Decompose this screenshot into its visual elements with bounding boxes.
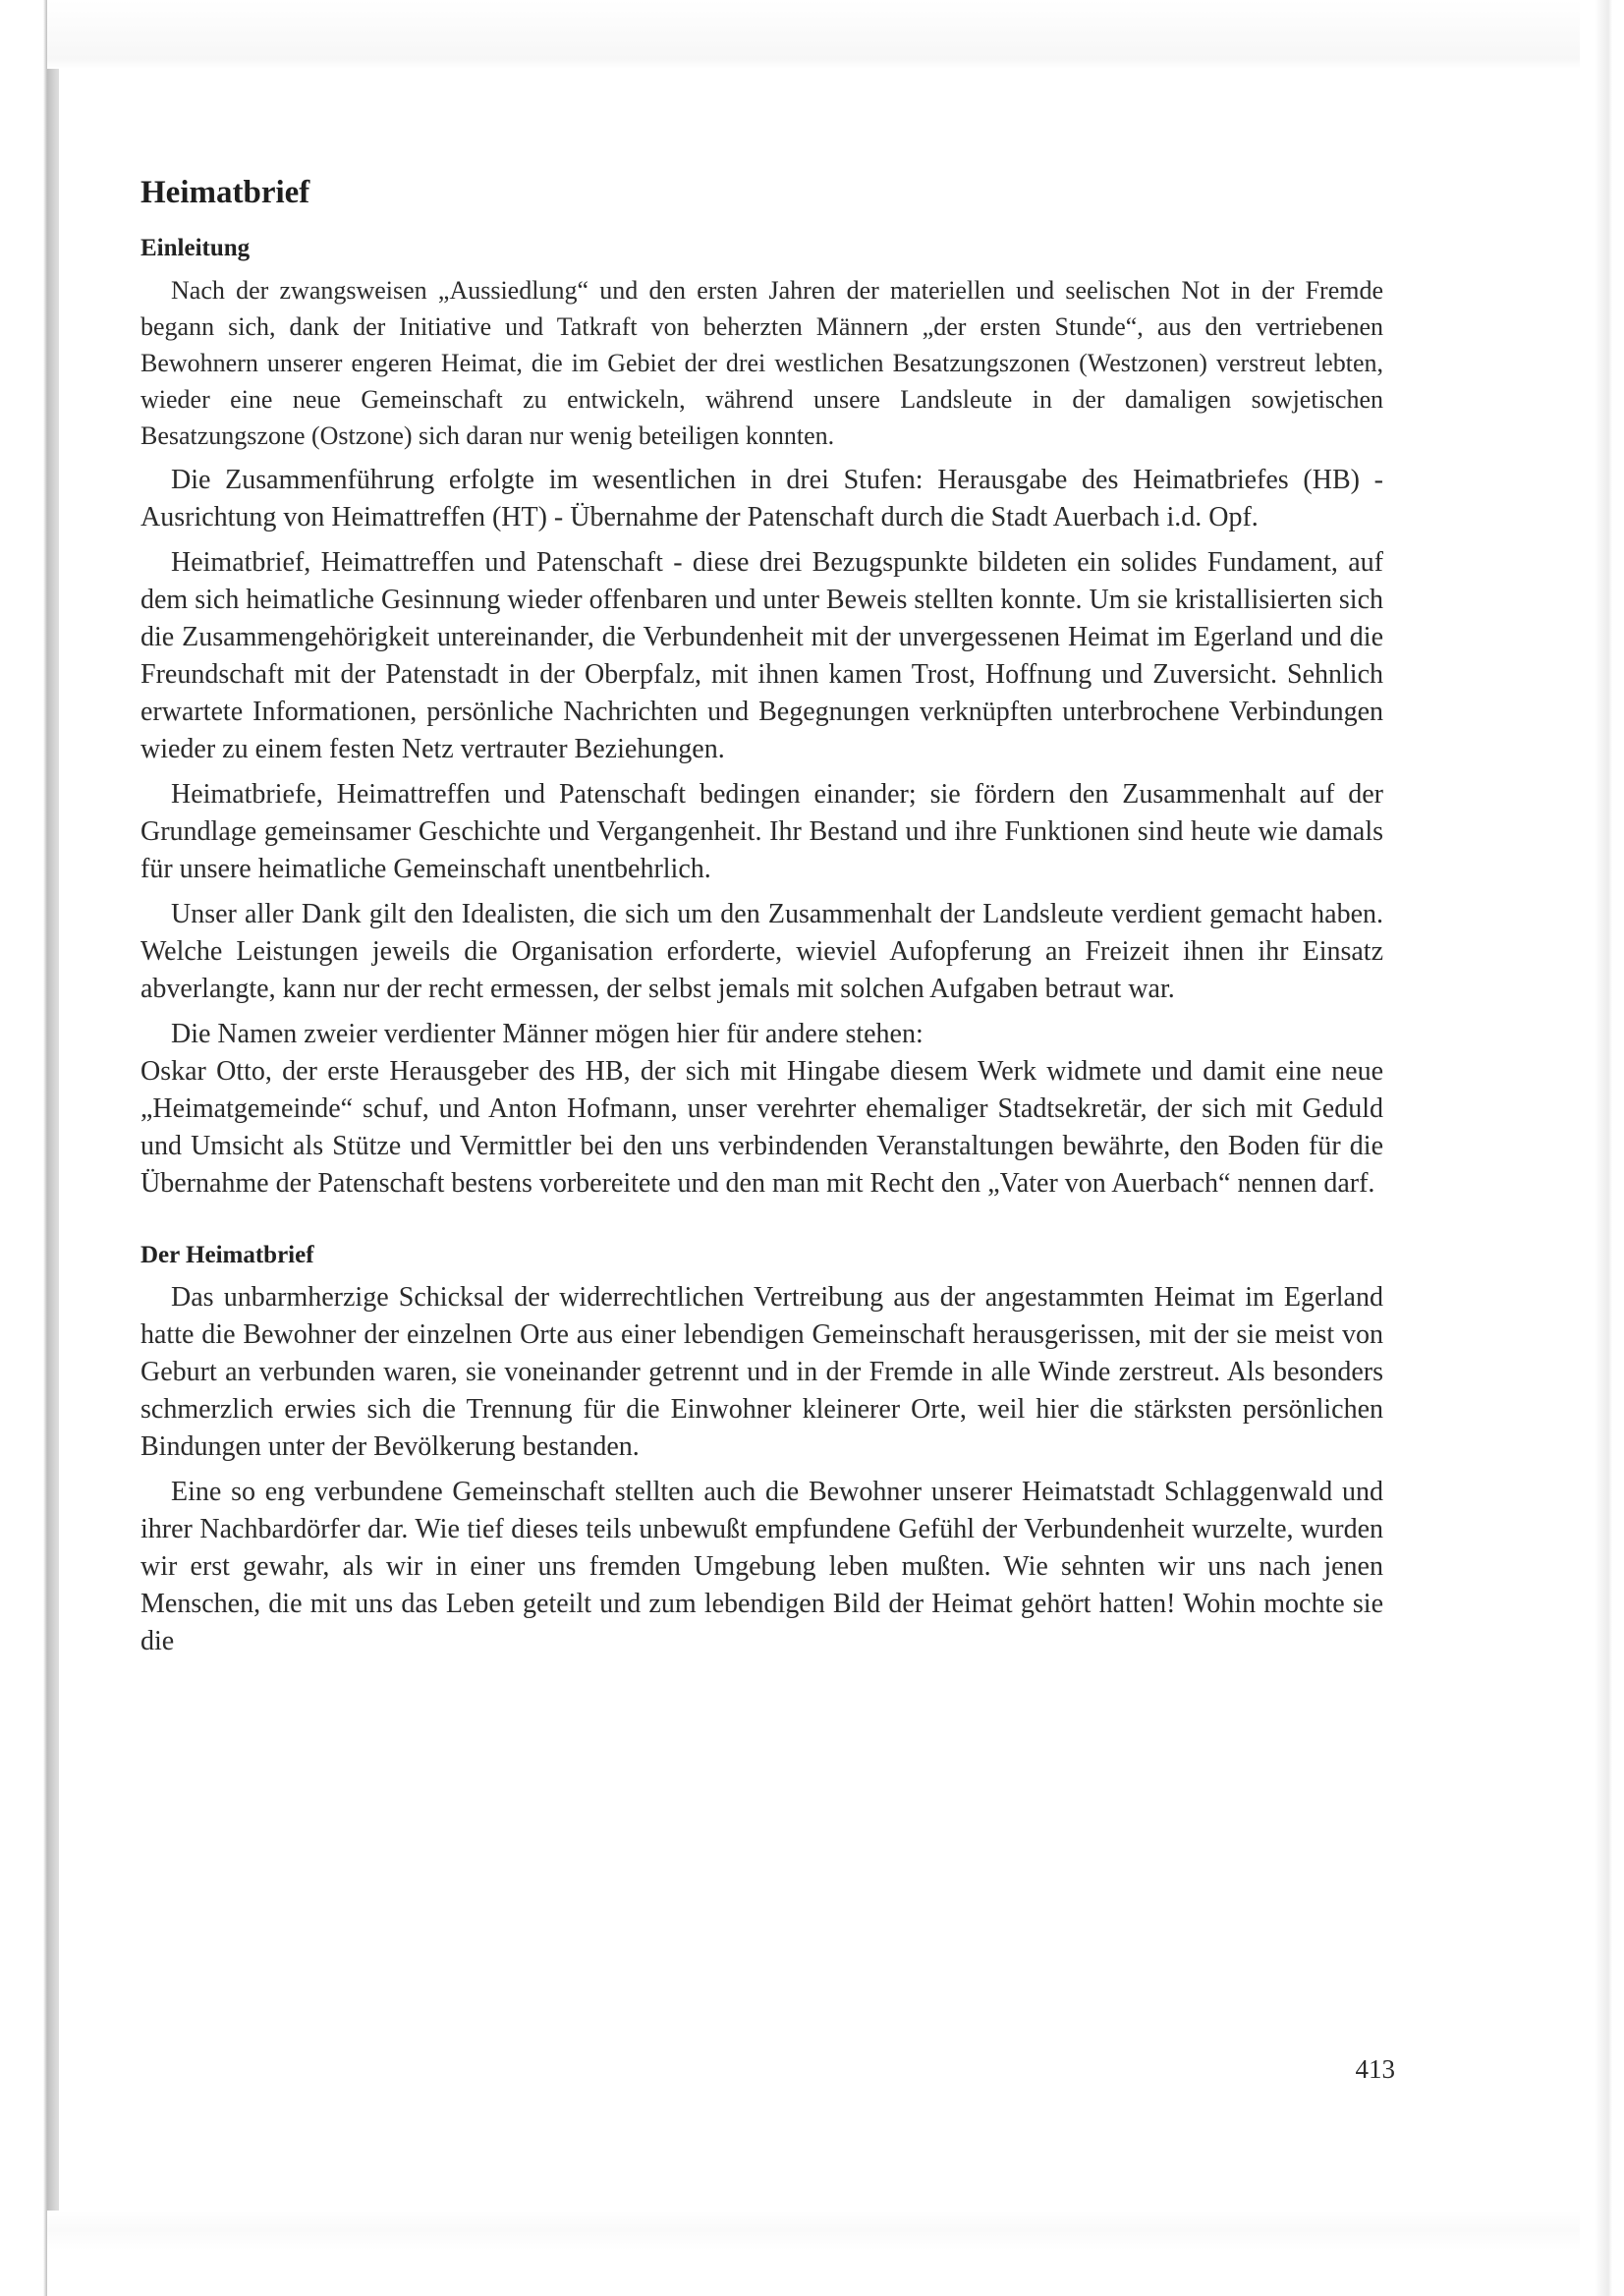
paragraph: Die Zusammenführung erfolgte im wesentlichen in drei Stufen: Herausgabe des Heimatbriefes (HB) - Ausrichtung von Heimattreffen (HT) - Übernahme der Patenschaft durch die Stadt Auerbach i.d. Opf. [140,465,1383,532]
scan-right-edge [1585,0,1624,2296]
paragraph: Eine so eng verbundene Gemeinschaft stellten auch die Bewohner unserer Heimatstadt Schlaggenwald und ihrer Nachbardörfer dar. Wie tief dieses teils unbewußt empfundene Gefühl der Verbundenheit wurzelte, wurden wir erst gewahr, als wir in einer uns fremden Umgebung leben mußten. Wie sehnten wir uns nach jenen Menschen, die mit uns das Leben geteilt und zum lebendigen Bild der Heimat gehört hatten! Wohin mochte sie die [140,1477,1383,1656]
paragraph: Das unbarmherzige Schicksal der widerrechtlichen Vertreibung aus der angestammten Heimat im Egerland hatte die Bewohner der einzelnen Orte aus einer lebendigen Gemeinschaft herausgerissen, mit der sie meist von Geburt an verbunden waren, sie voneinander getrennt und in der Fremde in alle Winde zerstreut. Als besonders schmerzlich erwies sich die Trennung für die Einwohner kleinerer Orte, weil hier die stärksten persönlichen Bindungen unter der Bevölkerung bestanden. [140,1282,1383,1462]
page-number: 413 [1355,2054,1395,2084]
section-heading-der-heimatbrief: Der Heimatbrief [140,1242,314,1268]
scan-left-shadow [0,0,59,2296]
scan-bottom-shade [47,2211,1580,2296]
paragraph: Unser aller Dank gilt den Idealisten, die sich um den Zusammenhalt der Landsleute verdient gemacht haben. Welche Leistungen jeweils die Organisation erforderte, wieviel Aufopferung an Freizeit ihnen ihr Einsatz abverlangte, kann nur der recht ermessen, der selbst jemals mit solchen Aufgaben betraut war. [140,899,1383,1004]
paragraph: Die Namen zweier verdienter Männer mögen hier für andere stehen: [171,1019,924,1049]
scan-top-shade [47,0,1580,69]
paragraph: Oskar Otto, der erste Herausgeber des HB, der sich mit Hingabe diesem Werk widmete und damit eine neue „Heimatgemeinde“ schuf, und Anton Hofmann, unser verehrter ehemaliger Stadtsekretär, der sich mit Geduld und Umsicht als Stütze und Vermittler bei den uns verbindenden Veranstaltungen bewährte, den Boden für die Übernahme der Patenschaft bestens vorbereitete und den man mit Recht den „Vater von Auerbach“ nennen darf. [140,1056,1383,1199]
page-content [140,173,1383,1668]
paragraph: Nach der zwangsweisen „Aussiedlung“ und den ersten Jahren der materiellen und seelischen Not in der Fremde begann sich, dank der Initiative und Tatkraft von beherzten Männern „der ersten Stunde“, aus den vertriebenen Bewohnern unserer engeren Heimat, die im Gebiet der drei westlichen Besatzungszonen (Westzonen) verstreut lebten, wieder eine neue Gemeinschaft zu entwickeln, während unsere Landsleute in der damaligen sowjetischen Besatzungszone (Ostzone) sich daran nur wenig beteiligen konnten. [140,276,1383,450]
paragraph: Heimatbrief, Heimattreffen und Patenschaft - diese drei Bezugspunkte bildeten ein solides Fundament, auf dem sich heimatliche Gesinnung wieder offenbaren und unter Beweis stellten konnte. Um sie kristallisierten sich die Zusammengehörigkeit untereinander, die Verbundenheit mit der unvergessenen Heimat im Egerland und die Freundschaft mit der Patenstadt in der Oberpfalz, mit ihnen kamen Trost, Hoffnung und Zuversicht. Sehnlich erwartete Informationen, persönliche Nachrichten und Begegnungen verknüpften unterbrochene Verbindungen wieder zu einem festen Netz vertrauter Beziehungen. [140,547,1383,764]
section-heading-einleitung: Einleitung [140,235,251,261]
paragraph: Heimatbriefe, Heimattreffen und Patenschaft bedingen einander; sie fördern den Zusammenhalt auf der Grundlage gemeinsamer Geschichte und Vergangenheit. Ihr Bestand und ihre Funktionen sind heute wie damals für unsere heimatliche Gemeinschaft unentbehrlich. [140,779,1383,884]
page-title: Heimatbrief [140,175,310,210]
